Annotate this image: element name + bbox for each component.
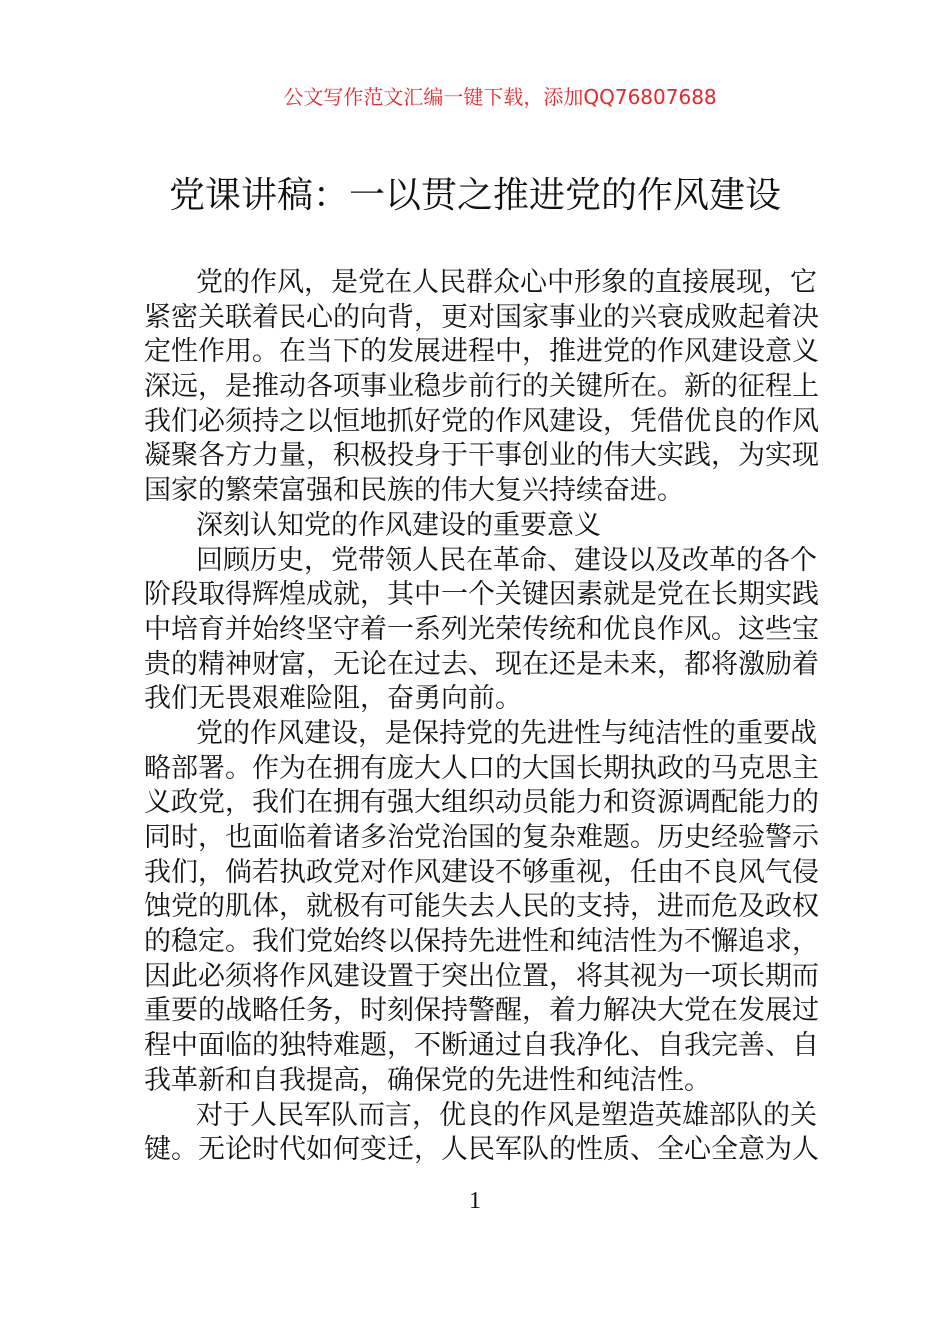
text-line: 凝聚各方力量，积极投身于干事创业的伟大实践，为实现 [144,440,819,472]
text-line: 党的作风建设，是保持党的先进性与纯洁性的重要战 [196,717,817,749]
page-number: 1 [469,1188,481,1214]
text-line: 党的作风，是党在人民群众心中形象的直接展现，它 [196,267,817,298]
text-line: 我们，倘若执政党对作风建设不够重视，任由不良风气侵 [144,856,819,888]
text-line: 同时，也面临着诸多治党治国的复杂难题。历史经验警示 [144,822,819,853]
section-heading [144,509,806,544]
text-line: 程中面临的独特难题，不断通过自我净化、自我完善、自 [144,1030,819,1062]
text-line: 深远，是推动各项事业稳步前行的关键所在。新的征程上 [144,371,819,403]
text-line: 紧密关联着民心的向背，更对国家事业的兴衰成败起着决 [144,301,819,333]
text-line: 我革新和自我提高，确保党的先进性和纯洁性。 [144,1064,711,1096]
paragraph [144,544,819,717]
text-line: 对于人民军队而言，优良的作风是塑造英雄部队的关 [196,1099,817,1131]
text-line: 深刻认知党的作风建设的重要意义 [196,509,601,541]
text-line: 重要的战略任务，时刻保持警醒，着力解决大党在发展过 [144,995,819,1027]
paragraph [144,717,819,1099]
text-line: 因此必须将作风建设置于突出位置，将其视为一项长期而 [144,960,819,992]
paragraph [144,266,819,509]
text-line: 定性作用。在当下的发展进程中，推进党的作风建设意义 [144,336,819,368]
text-line: 键。无论时代如何变迁，人民军队的性质、全心全意为人 [144,1134,819,1166]
document-title: 党课讲稿：一以贯之推进党的作风建设 [168,175,781,216]
text-line: 略部署。作为在拥有庞大人口的大国长期执政的马克思主 [144,752,819,784]
document-body [144,266,819,1168]
paragraph [144,1099,819,1168]
text-line: 贵的精神财富，无论在过去、现在还是未来，都将激励着 [144,648,819,680]
download-notice-header: 公文写作范文汇编一键下载，添加QQ76807688 [283,85,717,109]
text-line: 的稳定。我们党始终以保持先进性和纯洁性为不懈追求， [144,926,819,958]
text-line: 蚀党的肌体，就极有可能失去人民的支持，进而危及政权 [144,891,819,923]
text-line: 我们无畏艰难险阻，奋勇向前。 [144,683,522,715]
text-line: 阶段取得辉煌成就，其中一个关键因素就是党在长期实践 [144,579,819,611]
text-line: 国家的繁荣富强和民族的伟大复兴持续奋进。 [144,475,684,507]
text-line: 我们必须持之以恒地抓好党的作风建设，凭借优良的作风 [144,405,819,437]
text-line: 中培育并始终坚守着一系列光荣传统和优良作风。这些宝 [144,613,819,645]
text-line: 回顾历史，党带领人民在革命、建设以及改革的各个 [196,544,817,576]
text-line: 义政党，我们在拥有强大组织动员能力和资源调配能力的 [144,787,819,819]
